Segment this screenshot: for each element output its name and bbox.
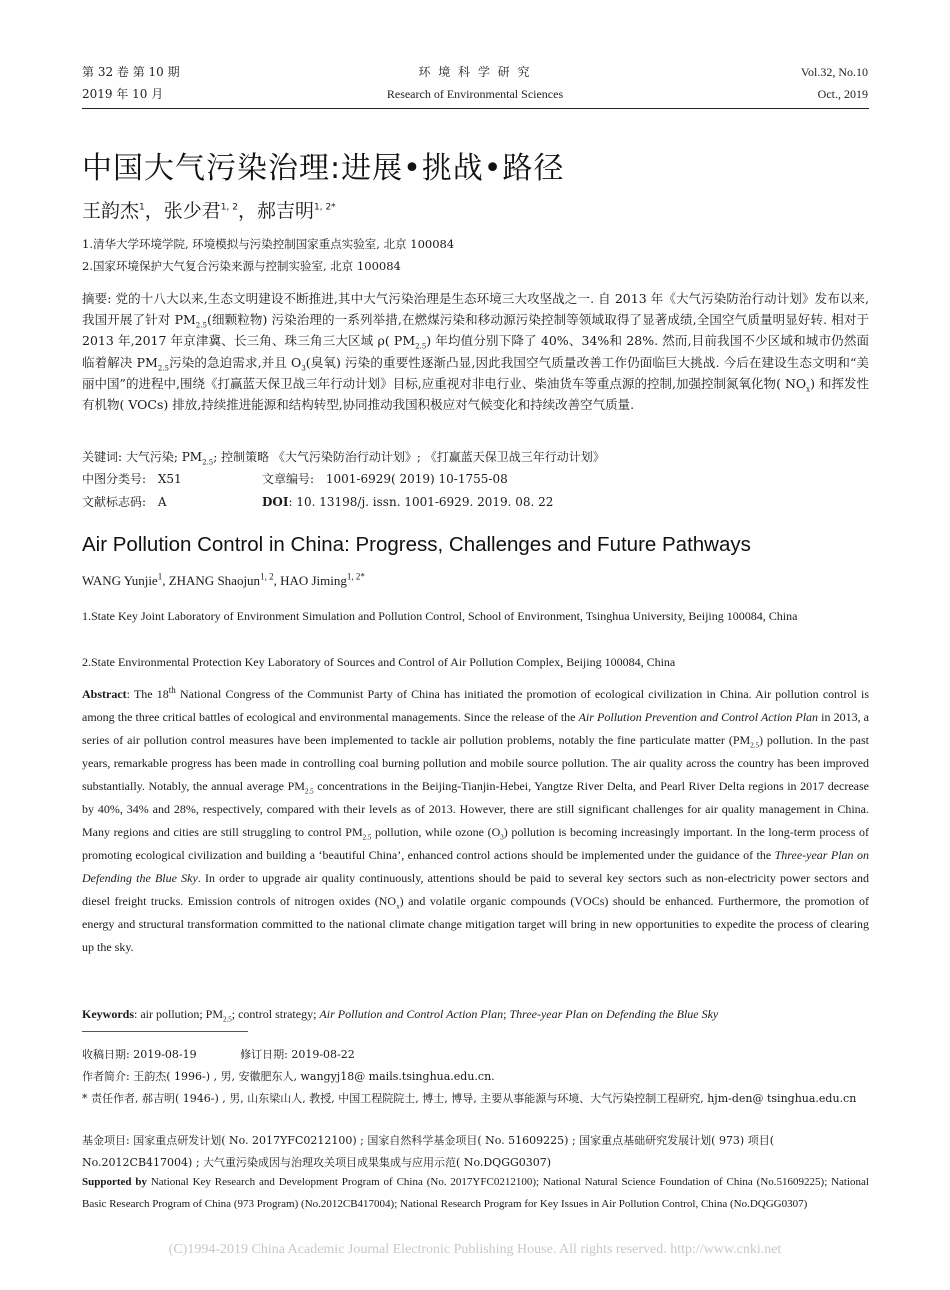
supported-by [82,1172,869,1215]
keyword-italic: Three-year Plan on Defending the Blue Sky [509,1007,719,1021]
subscript: x [806,385,811,394]
author-separator: ， [237,200,257,222]
fund-text: 国家重点研发计划( No. 2017YFC0212100) ; 国家自然科学基金项目( No. 51609225) ; 国家重点基础研究发展计划( 973) 项目( No.2012CB417004) ; 大气重污染成因与治理攻关项目成果集成与应用示范( No.DQGG0307) [82,1134,775,1169]
doi [262,492,553,513]
doc-value: A [157,495,167,509]
abstract-text: National Congress of the Communist Party of China has initiated the promotion of ecological civilization in China. Air pollution control is among the three critical battles of ecological and environmental managements. Since the release of the [82,687,869,724]
doc-code [82,492,167,513]
abstract-text: . In order to upgrade air quality continuously, attentions should be paid to several key sectors such as non-electricity power sectors and diesel freight trucks. Emission controls of nitrogen oxides (NO [82,871,869,908]
doi-label: DOI [262,495,289,509]
clc-value: X51 [157,472,182,486]
keywords-en-label: Keywords [82,1007,134,1021]
title-en: Air Pollution Control in China: Progress, Challenges and Future Pathways [82,533,751,556]
subscript: 2.5 [157,364,169,373]
doi-value: : 10. 13198/j. issn. 1001-6929. 2019. 08. 22 [288,495,554,509]
subscript: 2.5 [223,1015,232,1024]
subscript: 3 [301,364,306,373]
affiliation-cn-2: 2.国家环境保护大气复合污染来源与控制实验室, 北京 100084 [82,259,401,273]
keywords-en [82,1003,869,1026]
abstract-text: (细颗粒物) 污染治理的一系列举措,在燃煤污染和移动源污染控制等领域取得了显著成绩,全国空气质量明显好转. 相对于 2013 年,2017 年京津冀、长三角、珠三角三大区域 ρ( PM [82,312,870,349]
journal-name-cn: 环 境 科 学 研 究 [418,65,532,79]
author-name: 郝吉明 [256,200,314,222]
doc-label: 文献标志码: [82,495,147,509]
journal-name-en: Research of Environmental Sciences [386,87,564,101]
affiliation-cn-1: 1.清华大学环境学院, 环境模拟与污染控制国家重点实验室, 北京 100084 [82,237,455,251]
abstract-text: ) pollution is becoming increasingly important. In the long-term process of promoting ecological civilization and building a ‘beautiful China’, enhanced control actions should be implemented under the guidance of the [82,825,869,862]
journal-date: 2019 年 10 月 [82,87,164,101]
keyword-text: ; 控制策略 《大气污染防治行动计划》; 《打赢蓝天保卫战三年行动计划》 [213,450,605,464]
keywords-cn-label: 关键词: [82,450,123,464]
abstract-en [82,683,869,959]
received-date: 收稿日期: 2019-08-19 [82,1048,197,1061]
abstract-text: (臭氧) 污染的重要性逐渐凸显,因此我国空气质量改善工作仍面临巨大挑战. 今后在建设生态文明和“美丽中国”的进程中,围绕《打赢蓝天保卫战三年行动计划》目标,应重视对非电行业、柴油货车等重点源的控制,加强控制氮氧化物( NO [82,354,869,391]
authors-cn [82,196,336,223]
abstract-text: 污染的急迫需求,并且 O [169,354,302,370]
received-revised [82,1044,869,1066]
keyword-italic: Air Pollution and Control Action Plan [319,1007,504,1021]
corresponding-author: * 责任作者, 郝吉明( 1946-) , 男, 山东梁山人, 教授, 中国工程院院士, 博士, 博导, 主要从事能源与环境、大气污染控制工程研究, hjm-den@ tsinghua.edu.cn [82,1092,857,1105]
keywords-cn [82,447,605,468]
affiliation-en-2: 2.State Environmental Protection Key Laboratory of Sources and Control of Air Pollution Complex, Beijing 100084, China [82,655,676,669]
abstract-cn-label: 摘要: [82,291,112,306]
abstract-text: concentrations in the Beijing-Tianjin-Hebei, Yangtze River Delta, and Pearl River Delta regions in 2017 decrease by 40%, 34% and 28%, respectively, compared with their levels as of 2013. However, there are still significant challenges for air quality management in China. Many regions and cities are still struggling to control PM [82,779,869,839]
author-name: WANG Yunjie [82,573,158,588]
fund-label: 基金项目: [82,1134,130,1147]
subscript: 2.5 [362,833,372,842]
clc-label: 中图分类号: [82,472,147,486]
abstract-text: pollution, while ozone (O [371,825,501,839]
plan-title-italic: Three-year Plan on Defending the Blue Sky [82,848,869,885]
abstract-text: ) 年均值分别下降了 40%、34%和 28%. 然而,目前我国不少区域和城市仍然面临着解决 PM [82,333,869,370]
author-affil-marker: 1 [139,202,145,213]
abstract-text: : The 18 [126,687,169,701]
author-affil-marker: 1, 2 [260,571,274,582]
author-separator: ， [144,200,164,222]
author-name: 王韵杰 [82,200,140,222]
header-rule [82,108,869,109]
abstract-text: ) pollution. In the past years, remarkable progress has been made in controlling coal burning pollution and mobile source pollution. The air quality across the country has been improved substantially. Notably, the annual average PM [82,733,869,793]
subscript: 2.5 [415,342,427,351]
abstract-text: in 2013, a series of air pollution control measures have been implemented to tackle air pollution problems, notably the fine particulate matter (PM [82,710,869,747]
author-intro: 作者简介: 王韵杰( 1996-) , 男, 安徽肥东人, wangyj18@ mails.tsinghua.edu.cn. [82,1070,495,1083]
plan-title-italic: Air Pollution Prevention and Control Action Plan [578,710,819,724]
supported-label: Supported by [82,1176,147,1188]
author-affil-marker: 1, 2* [346,571,365,582]
abstract-text: ) 和挥发性有机物( VOCs) 排放,持续推进能源和结构转型,协同推动我国积极应对气候变化和持续改善空气质量. [82,375,869,413]
abstract-cn [82,288,869,415]
footnote-rule [82,1031,248,1032]
keyword-text: ; [503,1007,510,1021]
abstract-text: ) and volatile organic compounds (VOCs) should be enhanced. Furthermore, the promotion of energy and structural transformation committed to the national climate change mitigation target will bring in new opportunities to expedite the process of clearing up the sky. [82,894,869,954]
subscript: 2.5 [304,787,314,796]
article-number [262,469,508,490]
cnki-watermark: (C)1994-2019 China Academic Journal Electronic Publishing House. All rights reserved. http://www.cnki.net [168,1242,782,1257]
clc-number [82,469,182,490]
author-separator: , [162,573,169,588]
author-affil-marker: 1 [157,571,163,582]
subscript: 3 [500,833,504,842]
keyword-text: 大气污染; PM [125,450,203,464]
abstract-en-label: Abstract [82,687,127,701]
journal-volume-en: Vol.32, No.10 [800,65,868,79]
subscript: 2.5 [750,741,759,750]
affiliation-en-1: 1.State Key Joint Laboratory of Environment Simulation and Pollution Control, School of Environment, Tsinghua University, Beijing 100084, China [82,609,798,623]
author-name: HAO Jiming [280,573,347,588]
fund-info [82,1130,869,1173]
abstract-text: 党的十八大以来,生态文明建设不断推进,其中大气污染治理是生态环境三大攻坚战之一. 自 2013 年《大气污染防治行动计划》发布以来,我国开展了针对 PM [82,291,869,328]
authors-en [82,573,365,589]
revised-date: 修订日期: 2019-08-22 [240,1048,355,1061]
subscript: 2.5 [202,458,214,467]
author-affil-marker: 1, 2 [220,202,238,213]
author-name: 张少君 [163,200,221,222]
title-cn: 中国大气污染治理:进展•挑战•路径 [82,151,565,186]
superscript: th [168,685,176,695]
journal-date-en: Oct., 2019 [817,87,868,101]
author-separator: , [273,573,281,588]
article-label: 文章编号: [262,472,315,486]
keyword-text: ; control strategy; [231,1007,320,1021]
supported-text: National Key Research and Development Program of China (No. 2017YFC0212100); National Natural Science Foundation of China (No.51609225); National Basic Research Program of China (973 Program) (No.2012CB417004); National Research Program for Key Issues in Air Pollution Control, China (No.DQGG0307) [82,1176,869,1210]
author-affil-marker: 1, 2* [314,202,336,213]
article-value: 1001-6929( 2019) 10-1755-08 [325,472,508,486]
subscript: x [396,902,400,911]
keyword-text: : air pollution; PM [134,1007,224,1021]
journal-volume: 第 32 卷 第 10 期 [82,65,180,79]
subscript: 2.5 [195,321,207,330]
author-name: ZHANG Shaojun [168,573,261,588]
